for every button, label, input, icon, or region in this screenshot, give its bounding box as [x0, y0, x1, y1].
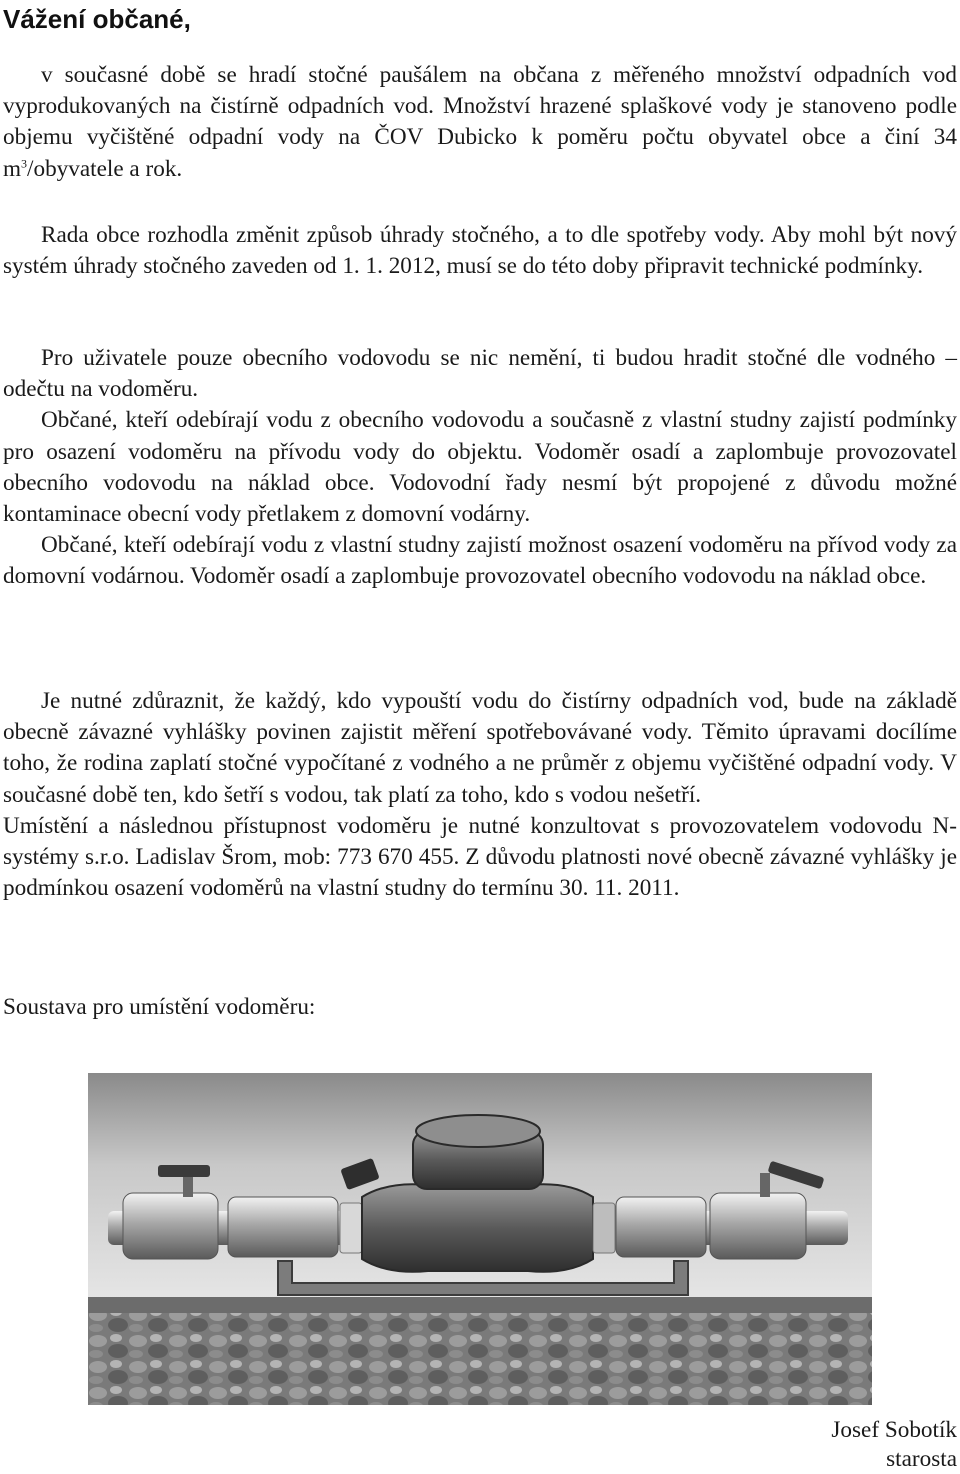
left-gasket [340, 1203, 362, 1253]
signatory-name: Josef Sobotík [831, 1417, 957, 1443]
left-coupling [228, 1197, 338, 1257]
water-meter-lid [416, 1115, 540, 1147]
intro-paragraph [3, 60, 957, 185]
stone-ground [88, 1313, 872, 1405]
council-decision-paragraph [3, 220, 957, 282]
water-meter-assembly-photo [88, 1073, 872, 1405]
paragraph-text-part: /obyvatele a rok. [27, 155, 183, 182]
water-meter-body [362, 1184, 593, 1272]
water-users-section [3, 343, 957, 593]
right-gasket [593, 1203, 615, 1253]
signature-block [831, 1416, 957, 1474]
photo-caption: Soustava pro umístění vodoměru: [3, 994, 316, 1020]
left-ball-valve [123, 1193, 218, 1259]
paragraph-public-and-well: Občané, kteří odebírají vodu z obecního vodovodu a současně z vlastní studny zajistí podmínky pro osazení vodoměru na přívodu vody do objektu. Vodoměr osadí a zaplombuje provozovatel obecního vodovodu na náklad obce. Vodovodní řady nesmí být propojené z důvodu možné kontaminace obecní vody přetlakem z domovní vodárny. [3, 407, 957, 528]
left-valve-handle [158, 1165, 210, 1177]
paragraph-text-part: v současné době se hradí stočné paušálem na občana z měřeného množství odpadních vod vyprodukovaných na čistírně odpadních vod. Množství hrazené splaškové vody je stanoveno podle objemu vyčištěné odpadní vody na ČOV Dubicko k poměru počtu obyvatel obce a činí 34 m [3, 62, 957, 182]
superscript-exponent: 3 [21, 155, 28, 170]
paragraph-public-water-only: Pro uživatele pouze obecního vodovodu se nic nemění, ti budou hradit stočné dle vodného – odečtu na vodoměru. [3, 345, 957, 403]
right-coupling [616, 1197, 706, 1257]
right-ball-valve [710, 1193, 806, 1259]
paragraph-contact-operator: Umístění a následnou přístupnost vodoměru je nutné konzultovat s provozovatelem vodovodu N-systémy s.r.o. Ladislav Šrom, mob: 773 670 455. Z důvodu platnosti nové obecně závazné vyhlášky je podmínkou osazení vodoměrů na vlastní studny do termínu 30. 11. 2011. [3, 812, 957, 902]
greeting-heading: Vážení občané, [3, 4, 191, 34]
wall-base-shadow [88, 1297, 872, 1315]
right-valve-stem [760, 1173, 770, 1197]
paragraph-metering-requirement: Je nutné zdůraznit, že každý, kdo vypouští vodu do čistírny odpadních vod, bude na základě obecně závazné vyhlášky povinen zajistit měření spotřebovávané vody. Těmito úpravami docílíme toho, že rodina zaplatí stočné vypočítané z vodného a ne průměr z objemu vyčištěné odpadní vody. V současné době ten, kdo šetří s vodou, tak platí za toho, kdo s vodou nešetří. [3, 688, 957, 808]
metering-section [3, 686, 957, 904]
paragraph-text [3, 60, 957, 185]
paragraph-well-only: Občané, kteří odebírají vodu z vlastní studny zajistí možnost osazení vodoměru na přívod vody za domovní vodárnou. Vodoměr osadí a zaplombuje provozovatel obecního vodovodu na náklad obce. [3, 532, 957, 590]
paragraph-text: Rada obce rozhodla změnit způsob úhrady stočného, a to dle spotřeby vody. Aby mohl být nový systém úhrady stočného zaveden od 1. 1. 2012, musí se do této doby připravit technické podmínky. [3, 222, 957, 280]
signatory-role: starosta [886, 1446, 957, 1472]
